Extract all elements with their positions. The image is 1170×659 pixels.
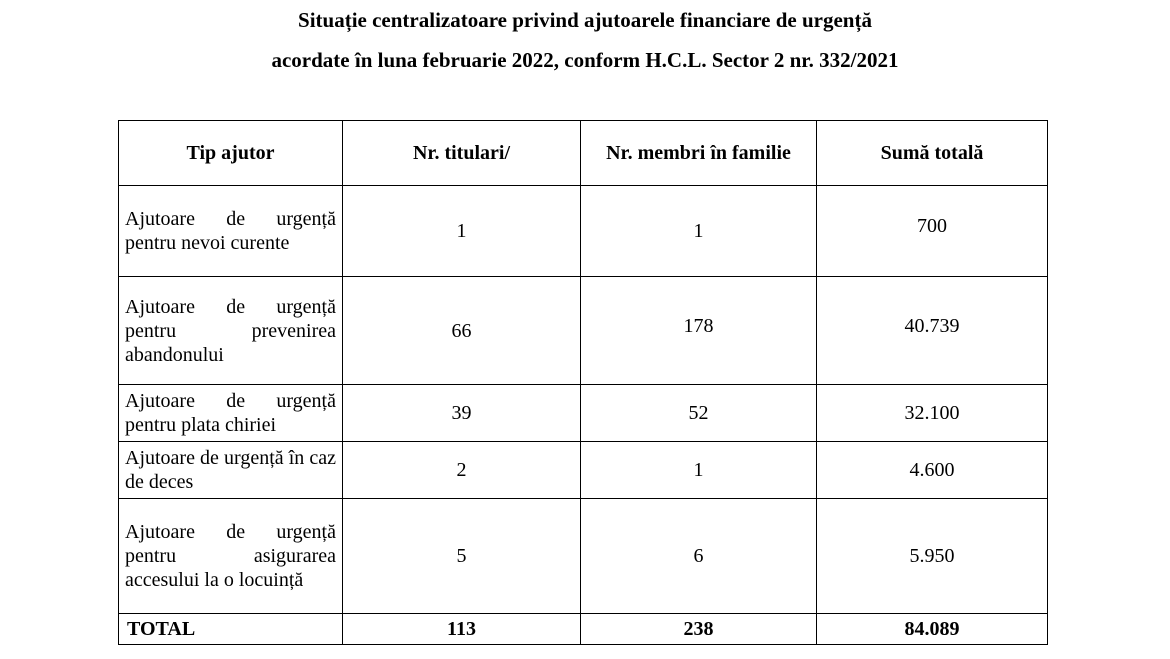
row-nr-membri: 52 xyxy=(581,385,817,442)
table-header-row xyxy=(119,121,1048,186)
table-total-row xyxy=(119,614,1048,645)
row-nr-membri: 178 xyxy=(581,277,817,385)
header-suma-totala: Sumă totală xyxy=(817,121,1048,186)
row-nr-titulari: 5 xyxy=(343,499,581,614)
table-row xyxy=(119,499,1048,614)
header-tip-ajutor: Tip ajutor xyxy=(119,121,343,186)
table-row xyxy=(119,442,1048,499)
row-tip-ajutor: Ajutoare de urgență pentru prevenirea abandonului xyxy=(119,277,343,385)
document-title-line-1: Situație centralizatoare privind ajutoarele financiare de urgență xyxy=(298,8,872,32)
document-title-line-2: acordate în luna februarie 2022, conform H.C.L. Sector 2 nr. 332/2021 xyxy=(271,48,899,72)
row-nr-titulari: 39 xyxy=(343,385,581,442)
row-nr-titulari: 1 xyxy=(343,186,581,277)
row-tip-ajutor: Ajutoare de urgență în caz de deces xyxy=(119,442,343,499)
row-nr-membri: 1 xyxy=(581,186,817,277)
total-nr-membri: 238 xyxy=(581,614,817,645)
row-suma-totala: 700 xyxy=(817,186,1048,277)
table-row xyxy=(119,385,1048,442)
total-suma-totala: 84.089 xyxy=(817,614,1048,645)
row-suma-totala: 5.950 xyxy=(817,499,1048,614)
aid-summary-table xyxy=(118,120,1048,645)
row-tip-ajutor: Ajutoare de urgență pentru nevoi curente xyxy=(119,186,343,277)
row-nr-titulari: 66 xyxy=(343,277,581,385)
table-row xyxy=(119,186,1048,277)
row-suma-totala: 32.100 xyxy=(817,385,1048,442)
row-suma-totala: 40.739 xyxy=(817,277,1048,385)
row-nr-membri: 6 xyxy=(581,499,817,614)
table-row xyxy=(119,277,1048,385)
row-nr-membri: 1 xyxy=(581,442,817,499)
total-label: TOTAL xyxy=(119,614,343,645)
total-nr-titulari: 113 xyxy=(343,614,581,645)
header-nr-membri: Nr. membri în familie xyxy=(581,121,817,186)
row-tip-ajutor: Ajutoare de urgență pentru plata chiriei xyxy=(119,385,343,442)
row-tip-ajutor: Ajutoare de urgență pentru asigurarea accesului la o locuință xyxy=(119,499,343,614)
header-nr-titulari: Nr. titulari/ xyxy=(343,121,581,186)
row-nr-titulari: 2 xyxy=(343,442,581,499)
row-suma-totala: 4.600 xyxy=(817,442,1048,499)
